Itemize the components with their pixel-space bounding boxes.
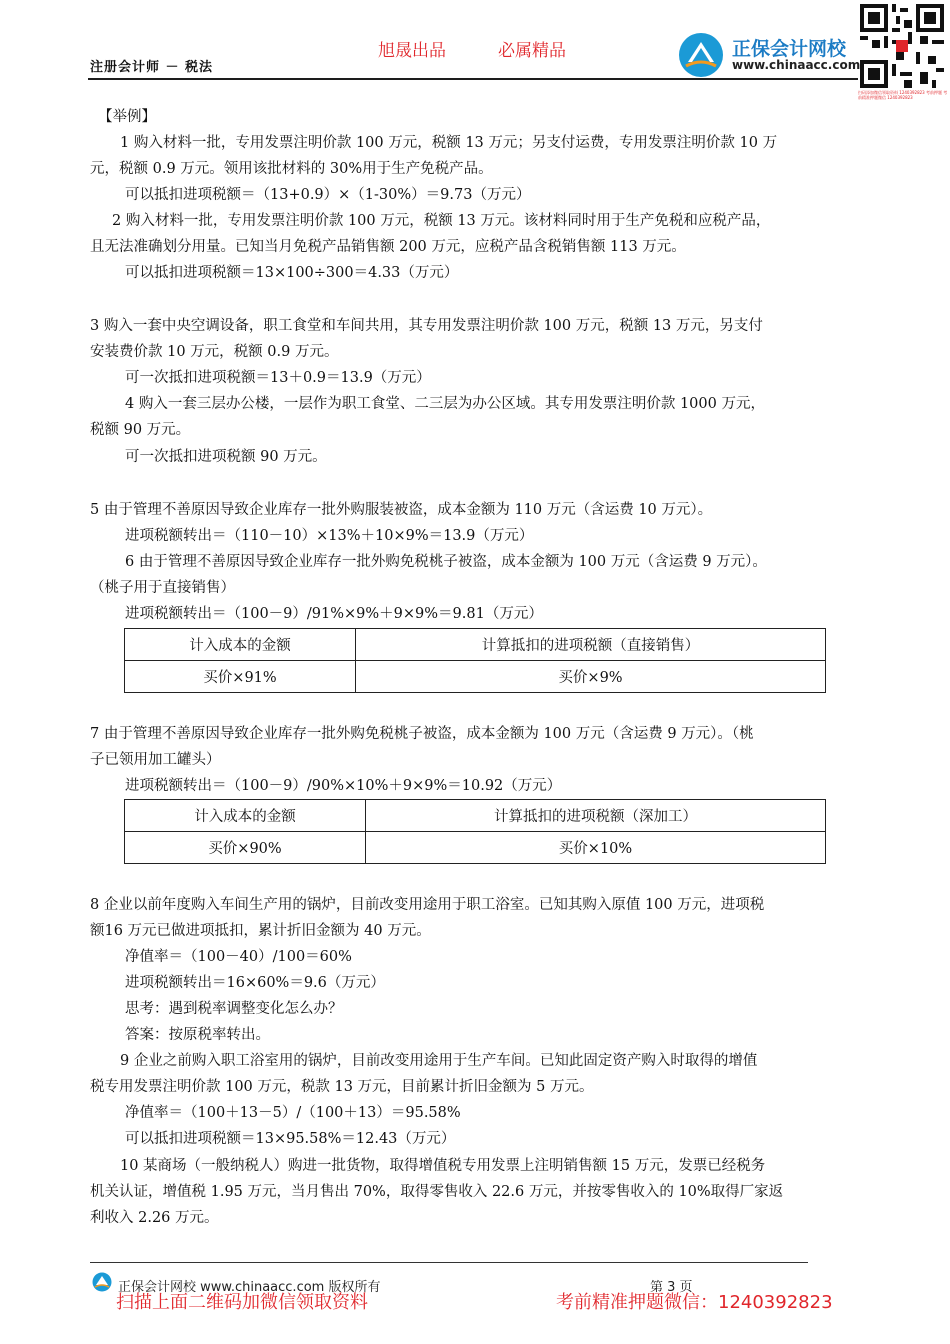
text-line: 额16 万元已做进项抵扣，累计折旧金额为 40 万元。 xyxy=(90,923,431,939)
header-slogan-right: 必属精品 xyxy=(498,41,566,61)
table-header-cell: 计算抵扣的进项税额（直接销售） xyxy=(356,629,826,661)
qr-caption: 扫码添加微信领取资料 1240392823 考前押题 考前精准押题微信 1240392823 xyxy=(858,90,948,100)
table-deep-processing xyxy=(124,799,826,864)
table-row xyxy=(125,629,826,661)
text-line: 3 购入一套中央空调设备，职工食堂和车间共用，其专用发票注明价款 100 万元，税额 13 万元，另支付 xyxy=(90,318,763,334)
text-line: 7 由于管理不善原因导致企业库存一批外购免税桃子被盗，成本金额为 100 万元（含运费 9 万元）。（桃 xyxy=(90,726,754,742)
text-line: 可一次抵扣进项税额＝13＋0.9＝13.9（万元） xyxy=(125,370,431,386)
text-line: 机关认证，增值税 1.95 万元，当月售出 70%，取得零售收入 22.6 万元，并按零售收入的 10%取得厂家返 xyxy=(90,1184,784,1200)
footer-page-number: 第 3 页 xyxy=(650,1280,693,1295)
table-direct-sale xyxy=(124,628,826,693)
text-line: 10 某商场（一般纳税人）购进一批货物，取得增值税专用发票上注明销售额 15 万元，发票已经税务 xyxy=(120,1158,766,1174)
text-line: 安装费价款 10 万元，税额 0.9 万元。 xyxy=(90,344,339,360)
text-line: 8 企业以前年度购入车间生产用的锅炉，目前改变用途用于职工浴室。已知其购入原值 100 万元，进项税 xyxy=(90,897,765,913)
qr-code-icon[interactable] xyxy=(860,4,944,88)
text-line: 可一次抵扣进项税额 90 万元。 xyxy=(125,449,327,465)
header-slogan-left: 旭晟出品 xyxy=(378,41,446,61)
text-line: 进项税额转出＝16×60%＝9.6（万元） xyxy=(125,975,385,991)
footer-promo-right: 考前精准押题微信：1240392823 xyxy=(556,1292,833,1313)
table-cell: 买价×9% xyxy=(356,661,826,693)
text-line: 净值率＝（100－40）/100＝60% xyxy=(125,949,352,965)
text-line: 利收入 2.26 万元。 xyxy=(90,1210,219,1226)
text-line: 6 由于管理不善原因导致企业库存一批外购免税桃子被盗，成本金额为 100 万元（含运费 9 万元）。 xyxy=(125,554,767,570)
text-line: 可以抵扣进项税额＝13×100÷300＝4.33（万元） xyxy=(125,265,459,281)
text-line: 9 企业之前购入职工浴室用的锅炉，目前改变用途用于生产车间。已知此固定资产购入时取得的增值 xyxy=(120,1053,758,1069)
text-line: 税专用发票注明价款 100 万元，税款 13 万元，目前累计折旧金额为 5 万元。 xyxy=(90,1079,594,1095)
table-cell: 买价×90% xyxy=(125,832,366,864)
table-header-cell: 计入成本的金额 xyxy=(125,800,366,832)
text-line: 元，税额 0.9 万元。领用该批材料的 30%用于生产免税产品。 xyxy=(90,161,493,177)
text-line: 且无法准确划分用量。已知当月免税产品销售额 200 万元，应税产品含税销售额 113 万元。 xyxy=(90,239,686,255)
text-line: 可以抵扣进项税额＝（13+0.9）×（1-30%）＝9.73（万元） xyxy=(125,187,531,203)
footer-copyright: 正保会计网校 www.chinaacc.com 版权所有 xyxy=(118,1280,381,1295)
footer-logo-icon xyxy=(92,1272,112,1292)
text-line: 2 购入材料一批，专用发票注明价款 100 万元，税额 13 万元。该材料同时用于生产免税和应税产品， xyxy=(112,213,771,229)
text-line: 进项税额转出＝（100－9）/91%×9%＋9×9%＝9.81（万元） xyxy=(125,606,543,622)
brand-logo-icon xyxy=(678,32,724,78)
text-line: 进项税额转出＝（100－9）/90%×10%＋9×9%＝10.92（万元） xyxy=(125,778,562,794)
text-line: 净值率＝（100＋13－5）/（100＋13）＝95.58% xyxy=(125,1105,461,1121)
header-divider xyxy=(88,78,858,80)
table-row xyxy=(125,832,826,864)
table-cell: 买价×91% xyxy=(125,661,356,693)
table-cell: 买价×10% xyxy=(366,832,826,864)
brand-url: www.chinaacc.com xyxy=(732,58,861,72)
footer-promo-left: 扫描上面二维码加微信领取资料 xyxy=(116,1292,368,1313)
text-line: 税额 90 万元。 xyxy=(90,422,191,438)
brand-name: 正保会计网校 xyxy=(732,38,847,60)
text-line: （桃子用于直接销售） xyxy=(90,580,235,596)
text-line: 4 购入一套三层办公楼，一层作为职工食堂、二三层为办公区域。其专用发票注明价款 1000 万元， xyxy=(125,396,765,412)
table-row xyxy=(125,661,826,693)
table-header-cell: 计算抵扣的进项税额（深加工） xyxy=(366,800,826,832)
text-line: 【举例】 xyxy=(98,109,156,125)
text-line: 1 购入材料一批，专用发票注明价款 100 万元，税额 13 万元；另支付运费，专用发票注明价款 10 万 xyxy=(120,135,778,151)
text-line: 进项税额转出＝（110－10）×13%＋10×9%＝13.9（万元） xyxy=(125,528,534,544)
text-line: 可以抵扣进项税额＝13×95.58%＝12.43（万元） xyxy=(125,1131,456,1147)
header-subject: 注册会计师 － 税法 xyxy=(90,60,214,75)
text-line: 答案：按原税率转出。 xyxy=(125,1027,270,1043)
text-line: 思考：遇到税率调整变化怎么办？ xyxy=(125,1001,343,1017)
table-row xyxy=(125,800,826,832)
text-line: 5 由于管理不善原因导致企业库存一批外购服装被盗，成本金额为 110 万元（含运费 10 万元）。 xyxy=(90,502,713,518)
text-line: 子已领用加工罐头） xyxy=(90,752,221,768)
table-header-cell: 计入成本的金额 xyxy=(125,629,356,661)
footer-divider xyxy=(90,1262,808,1263)
